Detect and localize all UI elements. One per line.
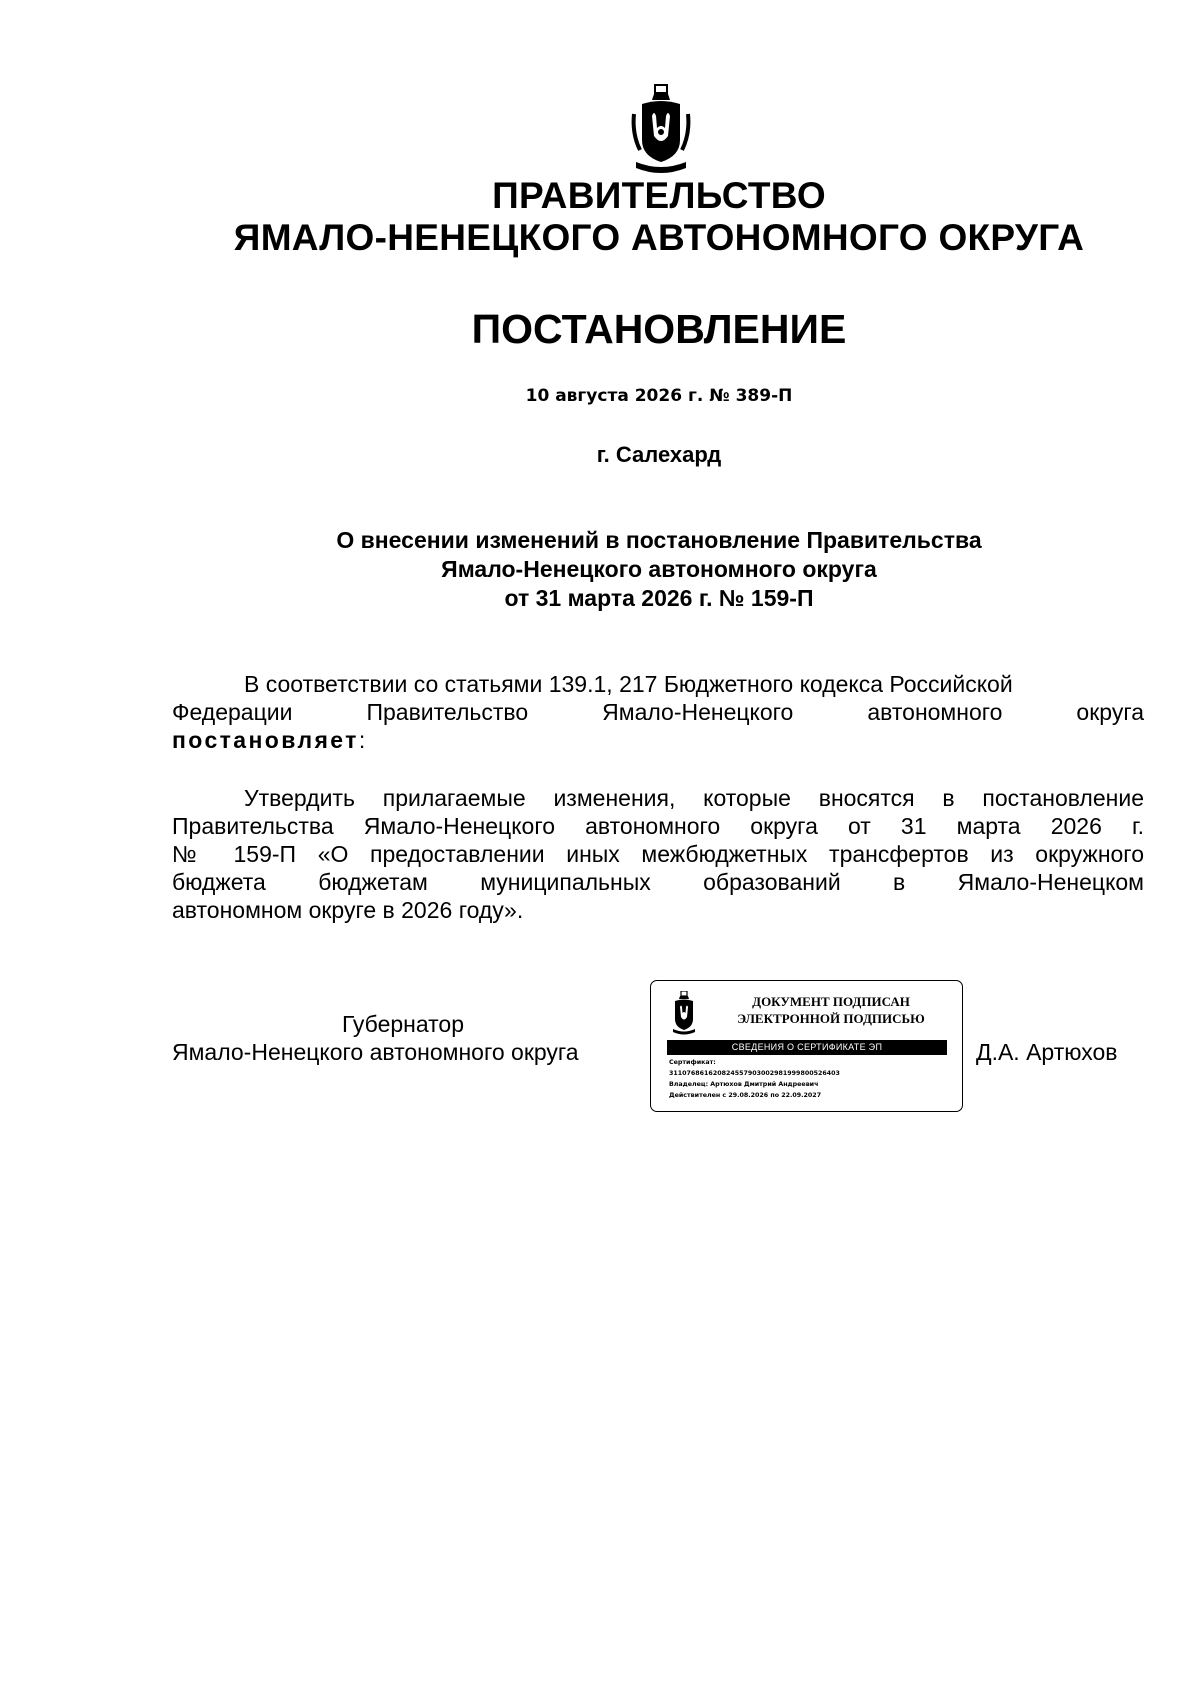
subject-line: Ямало-Ненецкого автономного округа: [441, 556, 877, 582]
paragraph-line: Федерации Правительство Ямало-Ненецкого автономного округа: [172, 699, 1144, 725]
coat-of-arms-icon: [630, 84, 692, 176]
document-subject: [0, 526, 1200, 613]
certificate-owner: Владелец: Артюхов Дмитрий Андреевич: [669, 1081, 819, 1088]
certificate-number: 311076861620824557903002981999800526403: [669, 1070, 840, 1077]
organization-region: ЯМАЛО-НЕНЕЦКОГО АВТОНОМНОГО ОКРУГА: [233, 217, 1085, 258]
paragraph-line: [172, 726, 1144, 754]
signatory-position: Губернатор: [342, 1011, 465, 1037]
certificate-validity: Действителен с 29.08.2026 по 22.09.2027: [669, 1092, 822, 1099]
certificate-label: Сертификат:: [669, 1059, 716, 1066]
signatory-name: Д.А. Артюхов: [976, 1039, 1118, 1065]
subject-line: О внесении изменений в постановление Правительства: [336, 527, 982, 553]
electronic-signature-stamp: [650, 980, 963, 1112]
coat-of-arms-icon: [671, 991, 697, 1035]
body-paragraph-basis: [172, 670, 1144, 754]
organization-name: ПРАВИТЕЛЬСТВО: [492, 175, 826, 216]
paragraph-line: Утвердить прилагаемые изменения, которые вносятся в постановление: [244, 785, 1144, 811]
paragraph-line: № 159-П «О предоставлении иных межбюджетных трансфертов из окружного: [172, 841, 1144, 867]
paragraph-line: бюджета бюджетам муниципальных образований в Ямало-Ненецком: [172, 869, 1144, 895]
document-date-number: 10 августа 2026 г. № 389-П: [525, 386, 793, 406]
body-paragraph-decision: [172, 784, 1144, 924]
keyword-colon: :: [358, 727, 366, 753]
signatory-position-region: Ямало-Ненецкого автономного округа: [172, 1039, 579, 1065]
subject-line: от 31 марта 2026 г. № 159-П: [504, 585, 814, 611]
stamp-heading-line: ДОКУМЕНТ ПОДПИСАН: [752, 994, 910, 1009]
paragraph-line: автономном округе в 2026 году».: [172, 897, 524, 923]
document-type-title: ПОСТАНОВЛЕНИЕ: [471, 306, 847, 352]
decree-keyword: постановляет: [172, 727, 359, 753]
paragraph-line: Правительства Ямало-Ненецкого автономного округа от 31 марта 2026 г.: [172, 813, 1144, 839]
certificate-info-bar: СВЕДЕНИЯ О СЕРТИФИКАТЕ ЭП: [667, 1040, 947, 1055]
paragraph-line: В соответствии со статьями 139.1, 217 Бюджетного кодекса Российской: [244, 671, 1013, 697]
stamp-heading-line: ЭЛЕКТРОННОЙ ПОДПИСЬЮ: [737, 1011, 925, 1026]
document-city: г. Салехард: [596, 442, 722, 467]
stamp-heading: [711, 993, 951, 1027]
certificate-details: [669, 1057, 954, 1101]
